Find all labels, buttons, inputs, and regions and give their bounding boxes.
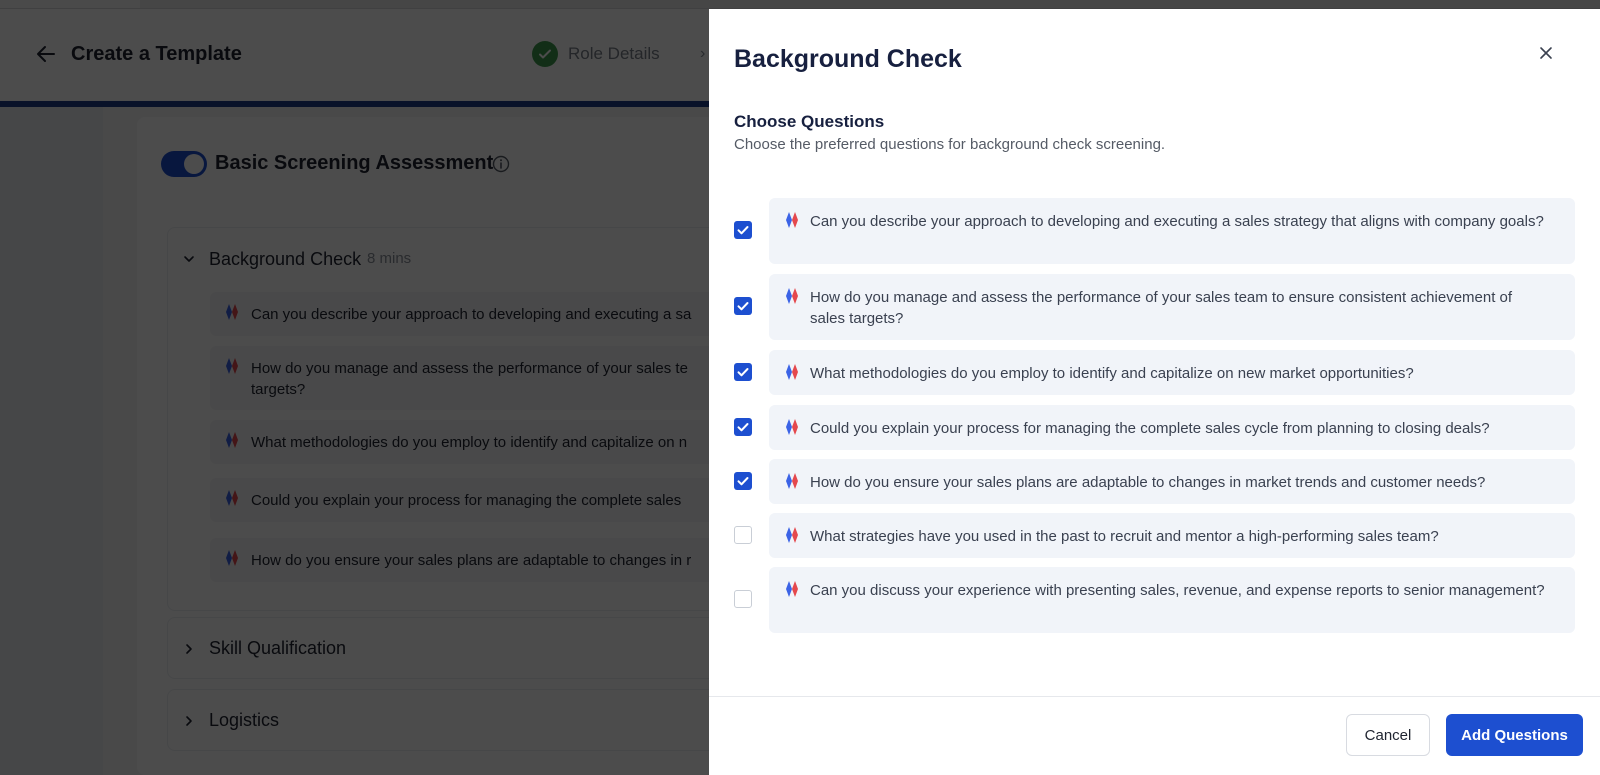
sparkle-icon	[782, 288, 802, 304]
question-checkbox[interactable]	[734, 472, 752, 490]
question-checkbox[interactable]	[734, 363, 752, 381]
question-checkbox[interactable]	[734, 418, 752, 436]
sparkle-icon	[782, 581, 802, 597]
question-text: Can you describe your approach to developing and executing a sales strategy that aligns with company goals?	[810, 213, 1544, 230]
question-card[interactable]	[769, 405, 1575, 450]
sparkle-icon	[782, 364, 802, 380]
choose-questions-title: Choose Questions	[734, 112, 885, 131]
question-card[interactable]	[769, 350, 1575, 395]
sparkle-icon	[782, 473, 802, 489]
drawer-title: Background Check	[734, 45, 962, 73]
sparkle-icon	[782, 527, 802, 543]
choose-questions-subtitle: Choose the preferred questions for background check screening.	[734, 136, 1166, 153]
question-row	[734, 405, 1575, 450]
background-check-drawer	[709, 9, 1600, 775]
question-row	[734, 350, 1575, 395]
question-card[interactable]	[769, 459, 1575, 504]
add-questions-button[interactable]: Add Questions	[1446, 714, 1583, 756]
question-row	[734, 459, 1575, 504]
question-text: How do you manage and assess the performance of your sales team to ensure consistent achievement of sales targets?	[810, 289, 1513, 327]
question-card[interactable]	[769, 274, 1575, 340]
question-checkbox[interactable]	[734, 526, 752, 544]
sparkle-icon	[782, 419, 802, 435]
question-card[interactable]	[769, 567, 1575, 633]
question-card[interactable]	[769, 198, 1575, 264]
question-card[interactable]	[769, 513, 1575, 558]
question-text: How do you ensure your sales plans are adaptable to changes in market trends and customer needs?	[810, 474, 1486, 491]
close-icon[interactable]	[1535, 42, 1557, 64]
question-checkbox[interactable]	[734, 590, 752, 608]
drawer-footer-divider	[709, 696, 1600, 697]
question-text: Could you explain your process for managing the complete sales cycle from planning to closing deals?	[810, 420, 1490, 437]
question-text: Can you discuss your experience with presenting sales, revenue, and expense reports to senior management?	[810, 582, 1545, 599]
question-row	[734, 274, 1575, 340]
question-row	[734, 567, 1575, 633]
question-row	[734, 513, 1575, 558]
question-row	[734, 198, 1575, 264]
question-checkbox[interactable]	[734, 297, 752, 315]
question-checkbox[interactable]	[734, 221, 752, 239]
question-text: What methodologies do you employ to identify and capitalize on new market opportunities?	[810, 365, 1414, 382]
cancel-button[interactable]: Cancel	[1346, 714, 1430, 756]
question-text: What strategies have you used in the past to recruit and mentor a high-performing sales team?	[810, 528, 1439, 545]
sparkle-icon	[782, 212, 802, 228]
